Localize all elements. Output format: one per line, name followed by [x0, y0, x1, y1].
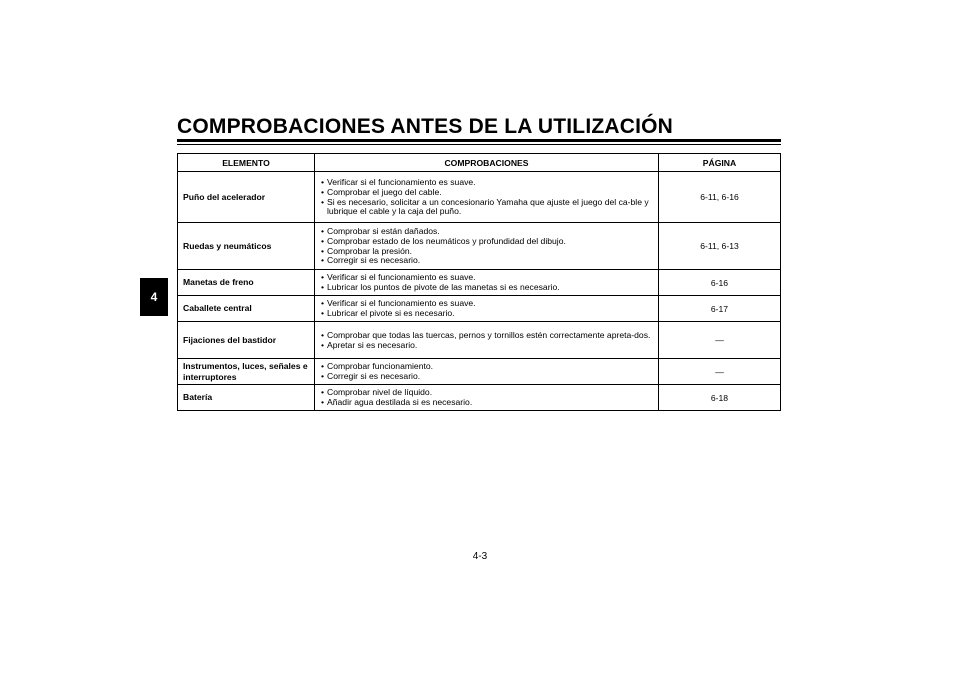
page-reference: 6-11, 6-13 — [659, 223, 781, 270]
check-item: • Corregir si es necesario. — [321, 372, 653, 382]
checks-cell — [315, 270, 659, 296]
table-row — [178, 359, 781, 385]
check-item: • Comprobar que todas las tuercas, pernos y tornillos estén correctamente apreta-dos. — [321, 331, 653, 341]
table-header-row — [178, 154, 781, 172]
check-item: • Comprobar la presión. — [321, 247, 653, 257]
check-item: • Apretar si es necesario. — [321, 341, 653, 351]
title-rule-thin — [177, 144, 781, 145]
element-cell: Ruedas y neumáticos — [178, 223, 315, 270]
element-cell: Fijaciones del bastidor — [178, 322, 315, 359]
check-item: • Comprobar estado de los neumáticos y profundidad del dibujo. — [321, 237, 653, 247]
check-item: • Verificar si el funcionamiento es suave. — [321, 299, 653, 309]
table-row — [178, 322, 781, 359]
page-number: 4-3 — [472, 551, 488, 562]
element-cell: Caballete central — [178, 296, 315, 322]
page-reference: 6-11, 6-16 — [659, 172, 781, 223]
element-cell: Batería — [178, 385, 315, 411]
checks-cell — [315, 172, 659, 223]
check-item: • Comprobar funcionamiento. — [321, 362, 653, 372]
check-item: • Comprobar el juego del cable. — [321, 188, 653, 198]
page-reference: — — [659, 359, 781, 385]
table-row — [178, 270, 781, 296]
column-header-checks: COMPROBACIONES — [315, 154, 659, 172]
page-reference: 6-16 — [659, 270, 781, 296]
check-item: • Verificar si el funcionamiento es suave. — [321, 178, 653, 188]
checks-cell — [315, 223, 659, 270]
page-reference: 6-18 — [659, 385, 781, 411]
check-item: • Comprobar si están dañados. — [321, 227, 653, 237]
page-reference: 6-17 — [659, 296, 781, 322]
pre-operation-checks-table — [177, 153, 781, 411]
checks-cell — [315, 385, 659, 411]
checks-cell — [315, 296, 659, 322]
check-item: • Lubricar los puntos de pivote de las manetas si es necesario. — [321, 283, 653, 293]
check-item: • Lubricar el pivote si es necesario. — [321, 309, 653, 319]
element-cell: Instrumentos, luces, señales e interruptores — [178, 359, 315, 385]
check-item: • Añadir agua destilada si es necesario. — [321, 398, 653, 408]
page-reference: — — [659, 322, 781, 359]
element-cell: Puño del acelerador — [178, 172, 315, 223]
check-item: • Verificar si el funcionamiento es suave. — [321, 273, 653, 283]
page-title: COMPROBACIONES ANTES DE LA UTILIZACIÓN — [177, 115, 674, 138]
title-rule-thick — [177, 139, 781, 142]
column-header-page: PÁGINA — [659, 154, 781, 172]
table-row — [178, 172, 781, 223]
element-cell: Manetas de freno — [178, 270, 315, 296]
table-row — [178, 296, 781, 322]
check-item: • Comprobar nivel de líquido. — [321, 388, 653, 398]
check-item: • Si es necesario, solicitar a un concesionario Yamaha que ajuste el juego del ca-ble y lubrique el cable y la caja del puño. — [321, 198, 653, 217]
check-item: • Corregir si es necesario. — [321, 256, 653, 266]
checks-cell — [315, 322, 659, 359]
chapter-tab: 4 — [140, 278, 168, 316]
table-row — [178, 385, 781, 411]
column-header-element: ELEMENTO — [178, 154, 315, 172]
table-row — [178, 223, 781, 270]
checks-cell — [315, 359, 659, 385]
